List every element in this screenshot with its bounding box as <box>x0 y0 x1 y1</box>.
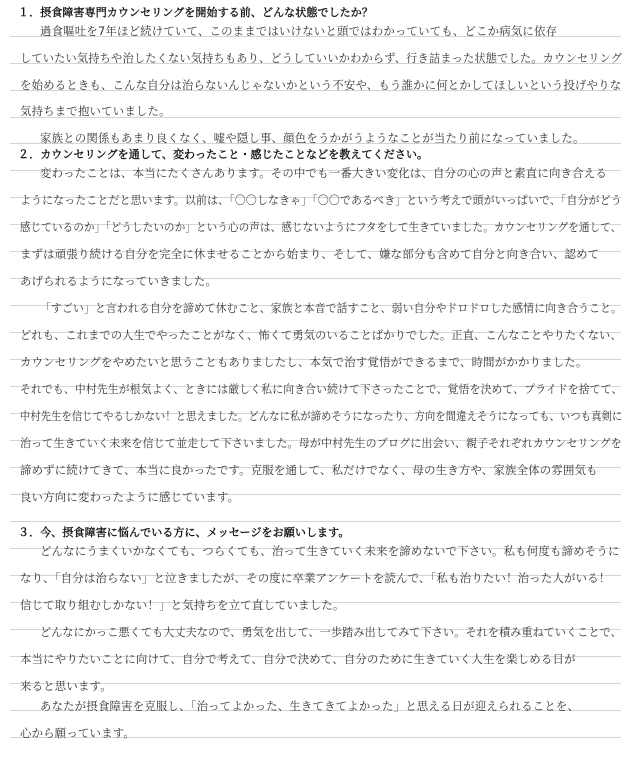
answer-2-line: カウンセリングをやめたいと思うこともありましたし、本気で治す覚悟ができるまで、時間がかかりました。 <box>20 355 588 369</box>
answer-2-line: 良い方向に変わったように感じています。 <box>20 490 240 504</box>
answer-2-line: それでも、中村先生が根気よく、ときには厳しく私に向き合い続けて下さったことで、覚悟を決めて、プライドを捨てて、 <box>20 382 623 396</box>
answer-3-line: どんなにかっこ悪くても大丈夫なので、勇気を出して、一歩踏み出してみて下さい。それを積み重ねていくことで、 <box>40 625 622 639</box>
answer-3-line: どんなにうまくいかなくても、つらくても、治って生きていく未来を諦めないで下さい。私も何度も諦めそうに <box>40 544 620 558</box>
answer-1-line: 過食嘔吐を7年ほど続けていて、このままではいけないと頭ではわかっていても、どこか病気に依存 <box>40 24 558 38</box>
answer-3-line: 本当にやりたいことに向けて、自分で考えて、自分で決めて、自分のために生きていく人生を楽しめる日が <box>20 652 576 666</box>
answer-3-line: なり、「自分は治らない」と泣きましたが、その度に卒業アンケートを読んで、「私も治りたい！治った人がいる！ <box>20 571 611 585</box>
answer-3-line: あなたが摂食障害を克服し、「治ってよかった、生きてきてよかった」と思える日が迎えられることを、 <box>40 699 580 713</box>
answer-1-line: 気持ちまで抱いていました。 <box>20 104 171 118</box>
answer-2-line: 中村先生を信じてやるしかない！と思えました。どんなに私が諦めそうになったり、方向を間違えそうになっても、いつも真剣に <box>20 409 623 423</box>
answer-1-line: 家族との関係もあまり良くなく、嘘や隠し事、顔色をうかがうようなことが当たり前になっていました。 <box>40 131 585 145</box>
answer-1-line: を始めるときも、こんな自分は治らないんじゃないかという不安や、もう誰かに何とかしてほしいという投げやりな <box>20 78 622 92</box>
answer-1-line: していたい気持ちや治したくない気持ちもあり、どうしていいかわからず、行き詰まった状態でした。カウンセリング <box>20 51 623 65</box>
answer-2-line: ようになったことだと思います。以前は、「〇〇しなきゃ」「〇〇であるべき」という考えで頭がいっぱいで、「自分がどう <box>20 193 622 207</box>
question-1-heading: １．摂食障害専門カウンセリングを開始する前、どんな状態でしたか？ <box>18 6 373 19</box>
answer-2-line: どれも、これまでの人生でやったことがなく、怖くて勇気のいることばかりでした。正直、こんなことやりたくない、 <box>20 328 622 342</box>
ruled-line <box>10 521 621 522</box>
answer-2-line: 「すごい」と言われる自分を諦めて休むこと、家族と本音で話すこと、弱い自分やドロドロした感情に向き合うこと。 <box>40 301 623 315</box>
answer-3-line: 心から願っています。 <box>20 726 135 740</box>
answer-2-line: 感じているのか」「どうしたいのか」という心の声は、感じないようにフタをして生きていました。カウンセリングを通して、 <box>20 220 622 234</box>
question-3-heading: ３．今、摂食障害に悩んでいる方に、メッセージをお願いします。 <box>18 526 350 539</box>
answer-3-line: 信じて取り組むしかない！」と気持ちを立て直していました。 <box>20 598 345 612</box>
answer-2-line: まずは頑張り続ける自分を完全に休ませることから始まり、そして、嫌な部分も含めて自分と向き合い、認めて <box>20 247 600 261</box>
answer-2-line: 諦めずに続けてきて、本当に良かったです。克服を通して、私だけでなく、母の生き方や、家族全体の雰囲気も <box>20 463 598 477</box>
question-2-heading: ２．カウンセリングを通して、変わったこと・感じたことなどを教えてください。 <box>18 148 429 161</box>
answer-3-line: 来ると思います。 <box>20 679 112 693</box>
answer-2-line: あげられるようになっていきました。 <box>20 274 218 288</box>
answer-2-line: 治って生きていく未来を信じて並走して下さいました。母が中村先生のブログに出会い、親子それぞれカウンセリングを <box>20 436 622 450</box>
answer-2-line: 変わったことは、本当にたくさんあります。その中でも一番大きい変化は、自分の心の声と素直に向き合える <box>40 166 607 180</box>
